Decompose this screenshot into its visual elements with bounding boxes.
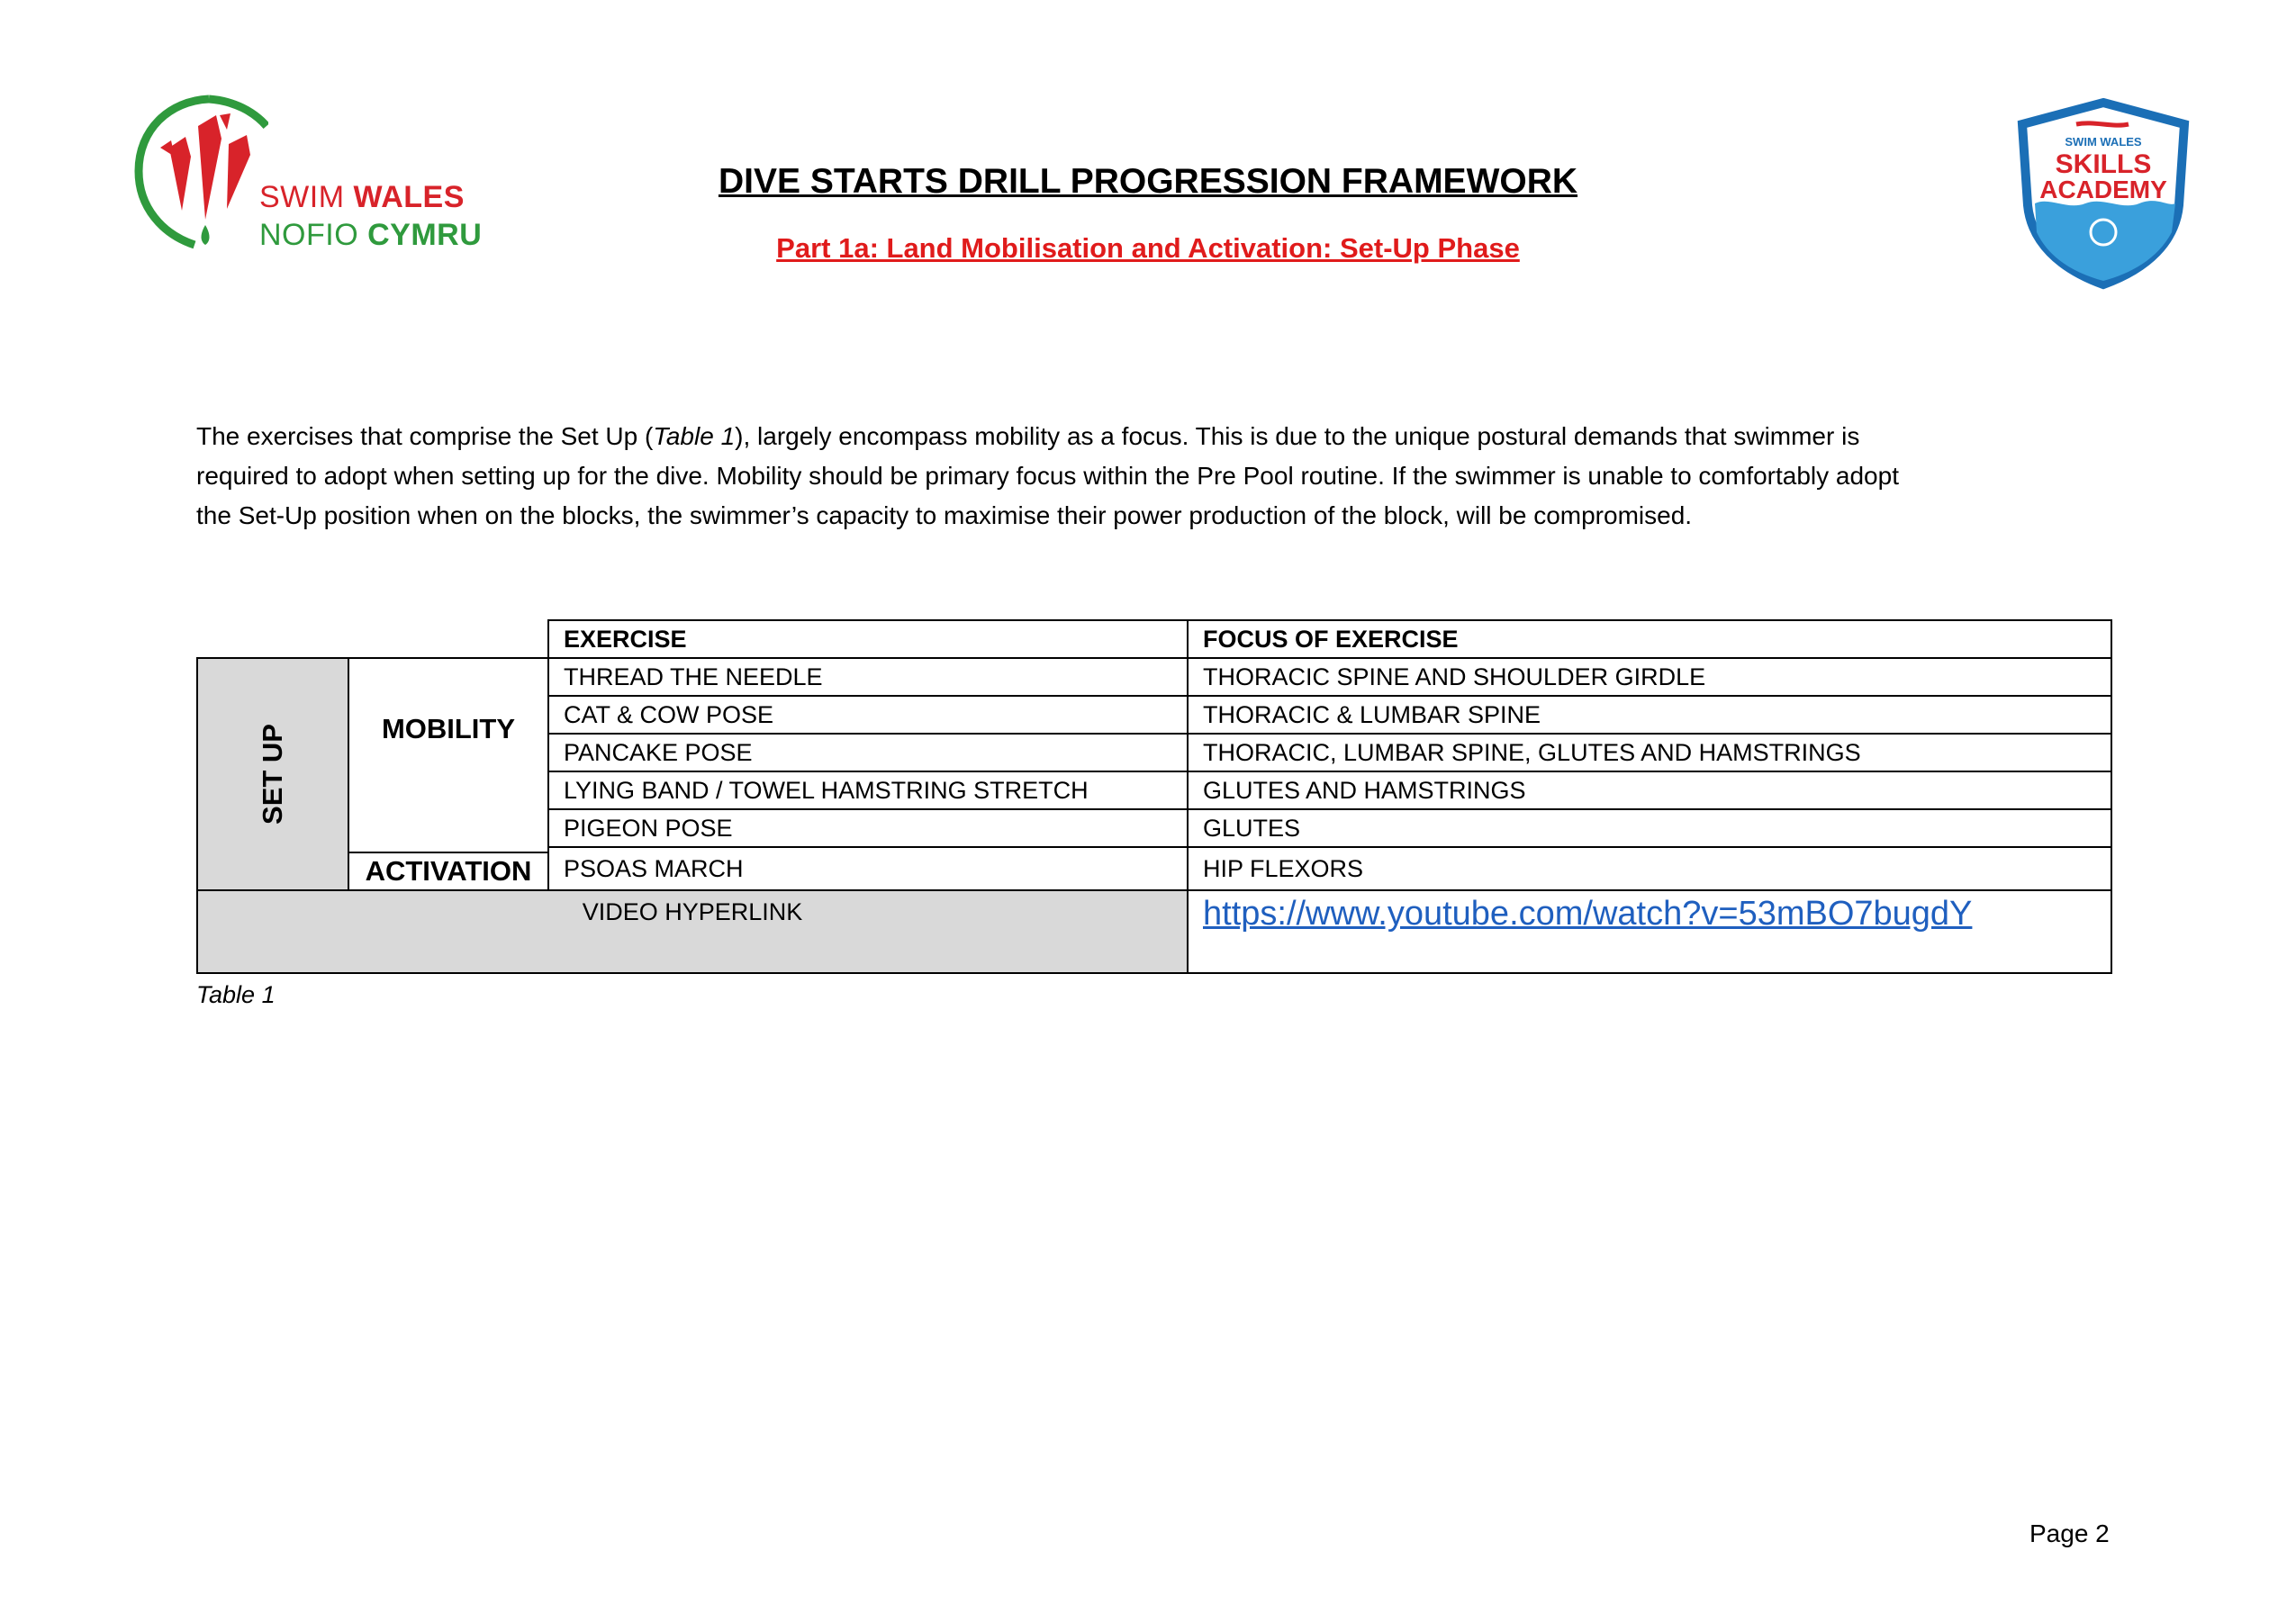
- intro-line-1: The exercises that comprise the Set Up (Table 1), largely encompass mobility as a focus. This is due to the unique postural demands that swimmer is: [196, 422, 1860, 450]
- exercise-cell: LYING BAND / TOWEL HAMSTRING STRETCH: [547, 771, 1189, 810]
- header-focus: FOCUS OF EXERCISE: [1187, 619, 2112, 659]
- brand-line-2: NOFIO CYMRU: [259, 218, 483, 252]
- page-number: Page 2: [2029, 1519, 2110, 1547]
- intro-paragraph: [196, 417, 2114, 536]
- focus-cell: THORACIC, LUMBAR SPINE, GLUTES AND HAMSTRINGS: [1187, 733, 2112, 772]
- focus-cell: GLUTES: [1187, 808, 2112, 848]
- focus-cell: THORACIC SPINE AND SHOULDER GIRDLE: [1187, 657, 2112, 697]
- exercise-cell: THREAD THE NEEDLE: [547, 657, 1189, 697]
- group-activation: ACTIVATION: [348, 852, 549, 891]
- table-reference: Table 1: [653, 422, 736, 450]
- focus-cell: GLUTES AND HAMSTRINGS: [1187, 771, 2112, 810]
- video-link-cell: [1187, 889, 2112, 974]
- group-mobility: MOBILITY: [348, 657, 549, 853]
- header-exercise: EXERCISE: [547, 619, 1189, 659]
- page-title: DIVE STARTS DRILL PROGRESSION FRAMEWORK: [718, 162, 1578, 201]
- exercise-cell: CAT & COW POSE: [547, 695, 1189, 735]
- exercise-cell: PANCAKE POSE: [547, 733, 1189, 772]
- svg-text:ACADEMY: ACADEMY: [2039, 176, 2167, 203]
- page-subtitle: Part 1a: Land Mobilisation and Activation: Set-Up Phase: [776, 232, 1520, 264]
- exercise-cell: PIGEON POSE: [547, 808, 1189, 848]
- focus-cell: HIP FLEXORS: [1187, 846, 2112, 891]
- intro-line-3: the Set-Up position when on the blocks, the swimmer’s capacity to maximise their power production of the block, will be compromised.: [196, 501, 1693, 529]
- video-hyperlink[interactable]: https://www.youtube.com/watch?v=53mBO7bugdY: [1203, 895, 1973, 933]
- table-caption: Table 1: [196, 981, 276, 1008]
- brand-line-1: SWIM WALES: [259, 180, 465, 214]
- svg-text:SKILLS: SKILLS: [2055, 149, 2152, 179]
- exercise-table: [196, 619, 2112, 974]
- focus-cell: THORACIC & LUMBAR SPINE: [1187, 695, 2112, 735]
- svg-text:SWIM WALES: SWIM WALES: [2065, 135, 2142, 149]
- exercise-cell: PSOAS MARCH: [547, 846, 1189, 891]
- video-label-cell: VIDEO HYPERLINK: [196, 889, 1189, 974]
- intro-line-2: required to adopt when setting up for the dive. Mobility should be primary focus within the Pre Pool routine. If the swimmer is unable to comfortably adopt: [196, 462, 1899, 490]
- phase-set-up: SET UP: [196, 657, 349, 891]
